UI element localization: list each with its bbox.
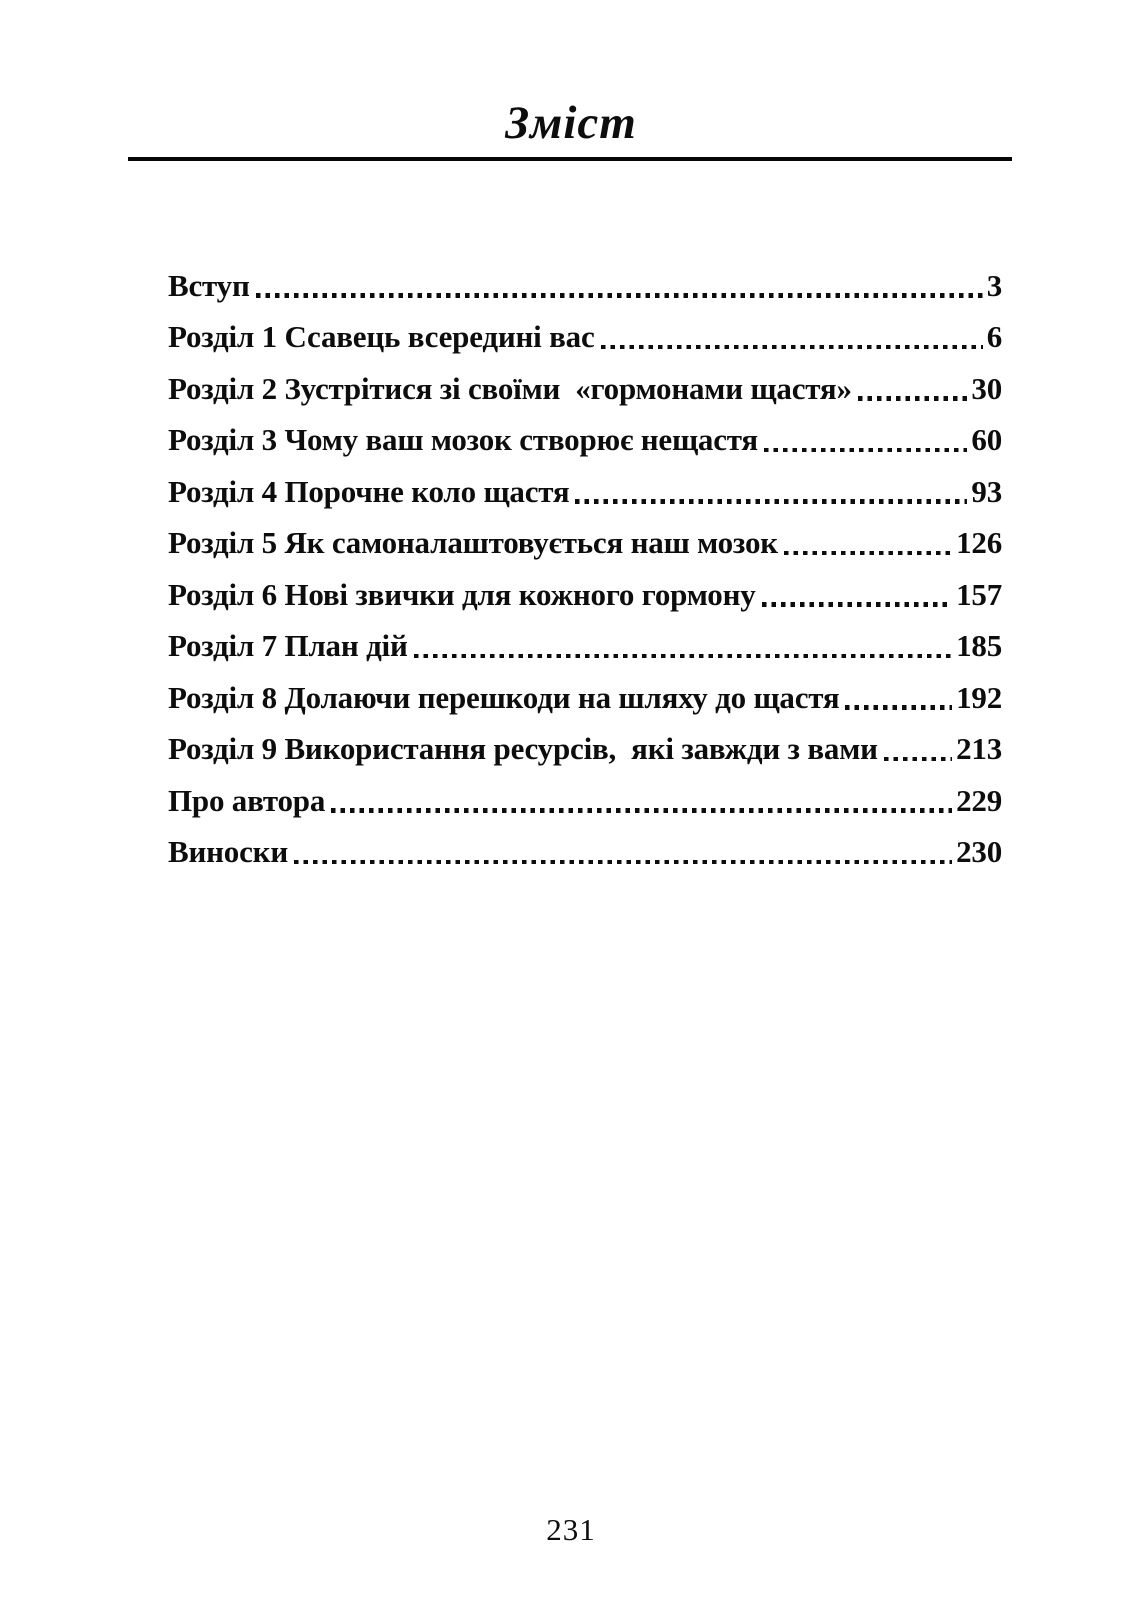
toc-entry <box>168 664 1002 716</box>
toc-entry <box>168 613 1002 665</box>
toc-entry <box>168 716 1002 768</box>
toc-entry-label: Розділ 9 Використання ресурсів, які завжди з вами <box>168 731 878 766</box>
toc-entry-page-number: 185 <box>956 628 1002 663</box>
toc-entry <box>168 407 1002 459</box>
toc-entry <box>168 561 1002 613</box>
dot-leader <box>414 654 952 659</box>
dot-leader <box>858 396 968 401</box>
toc-entry-label: Розділ 6 Нові звички для кожного гормону <box>168 576 756 612</box>
toc-entry-page-number: 3 <box>986 267 1002 303</box>
toc-entry-label: Розділ 1 Ссавець всередині вас <box>168 319 595 354</box>
dot-leader <box>575 499 967 504</box>
dot-leader <box>762 602 953 607</box>
dot-leader <box>884 757 952 762</box>
dot-leader <box>331 808 952 813</box>
toc-entry-page-number: 93 <box>971 473 1002 509</box>
toc-entry-page-number: 60 <box>971 422 1002 457</box>
toc-entry-label: Розділ 5 Як самоналаштовується наш мозок <box>168 525 778 560</box>
toc-list <box>168 252 1002 870</box>
toc-entry-page-number: 213 <box>956 731 1002 766</box>
dot-leader <box>845 705 952 710</box>
toc-entry <box>168 510 1002 562</box>
toc-entry-label: Розділ 3 Чому ваш мозок створює нещастя <box>168 422 758 457</box>
toc-entry-page-number: 30 <box>971 370 1002 406</box>
toc-entry-page-number: 126 <box>956 525 1002 560</box>
dot-leader <box>601 345 983 350</box>
toc-entry-label: Розділ 7 План дій <box>168 628 408 663</box>
toc-entry-label: Про автора <box>168 782 326 818</box>
toc-entry-label: Виноски <box>168 834 288 869</box>
toc-entry-page-number: 230 <box>956 834 1002 869</box>
toc-entry-label: Розділ 2 Зустрітися зі своїми «гормонами щастя» <box>168 370 852 406</box>
toc-entry-label: Розділ 4 Порочне коло щастя <box>168 473 570 509</box>
toc-entry-page-number: 157 <box>956 576 1002 612</box>
folio-page-number: 231 <box>546 1512 596 1547</box>
dot-leader <box>784 551 952 556</box>
title-underline-rule <box>128 157 1012 161</box>
toc-entry <box>168 458 1002 510</box>
toc-entry <box>168 767 1002 819</box>
toc-entry-label: Розділ 8 Долаючи перешкоди на шляху до щастя <box>168 679 840 715</box>
toc-entry-page-number: 229 <box>956 782 1002 818</box>
page-title: Зміст <box>505 97 637 149</box>
toc-entry <box>168 819 1002 871</box>
dot-leader <box>256 293 983 298</box>
toc-entry <box>168 355 1002 407</box>
toc-entry-page-number: 192 <box>956 679 1002 715</box>
dot-leader <box>294 860 952 865</box>
dot-leader <box>764 448 967 453</box>
toc-entry-label: Вступ <box>168 267 250 303</box>
toc-entry <box>168 252 1002 304</box>
toc-entry <box>168 304 1002 356</box>
toc-entry-page-number: 6 <box>986 319 1002 354</box>
